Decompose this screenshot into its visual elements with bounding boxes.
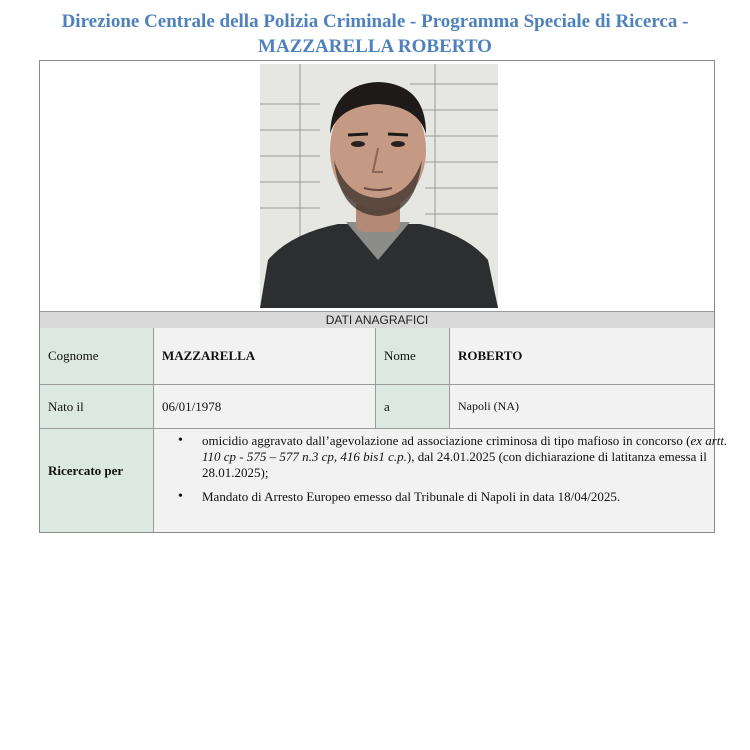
nome-value: ROBERTO: [458, 348, 523, 363]
crime-item: [154, 433, 727, 481]
a-value-cell: [450, 385, 714, 429]
nato-label-cell: [40, 385, 154, 429]
mugshot-photo: [260, 64, 498, 308]
nome-label: Nome: [384, 348, 416, 363]
ricercato-value-cell: [154, 429, 728, 532]
nome-label-cell: [376, 328, 450, 385]
crimes-list: [154, 433, 727, 505]
page-title: Direzione Centrale della Polizia Criminale - Programma Speciale di Ricerca -: [61, 11, 689, 32]
cognome-value: MAZZARELLA: [162, 348, 256, 363]
ricercato-label: Ricercato per: [48, 463, 124, 478]
cognome-value-cell: [154, 328, 376, 385]
cognome-label: Cognome: [48, 348, 99, 363]
nato-label: Nato il: [48, 399, 84, 414]
cognome-label-cell: [40, 328, 154, 385]
ricercato-label-cell: [40, 429, 154, 532]
subject-name-title: MAZZARELLA ROBERTO: [258, 36, 492, 57]
a-label: a: [384, 399, 390, 414]
bullet-icon: •: [178, 489, 183, 504]
crime-text: 28.01.2025);: [202, 465, 269, 480]
crime-item: [154, 489, 727, 505]
a-label-cell: [376, 385, 450, 429]
nato-value-cell: [154, 385, 376, 429]
nome-value-cell: [450, 328, 714, 385]
crime-text: omicidio aggravato dall’agevolazione ad associazione criminosa di tipo mafioso in concorso (: [202, 433, 691, 448]
bullet-icon: •: [178, 433, 183, 448]
section-header: DATI ANAGRAFICI: [40, 311, 714, 329]
crime-text: ), dal 24.01.2025 (con dichiarazione di latitanza emessa il: [406, 449, 707, 464]
crime-text: Mandato di Arresto Europeo emesso dal Tribunale di Napoli in data 18/04/2025.: [202, 489, 621, 504]
wanted-card: [39, 60, 728, 533]
crime-text-italic: ex artt.: [690, 433, 728, 448]
nato-value: 06/01/1978: [162, 399, 222, 414]
a-value: Napoli (NA): [458, 399, 519, 413]
crime-text-italic: 110 cp - 575 – 577 n.3 cp, 416 bis1 c.p.: [202, 449, 407, 464]
